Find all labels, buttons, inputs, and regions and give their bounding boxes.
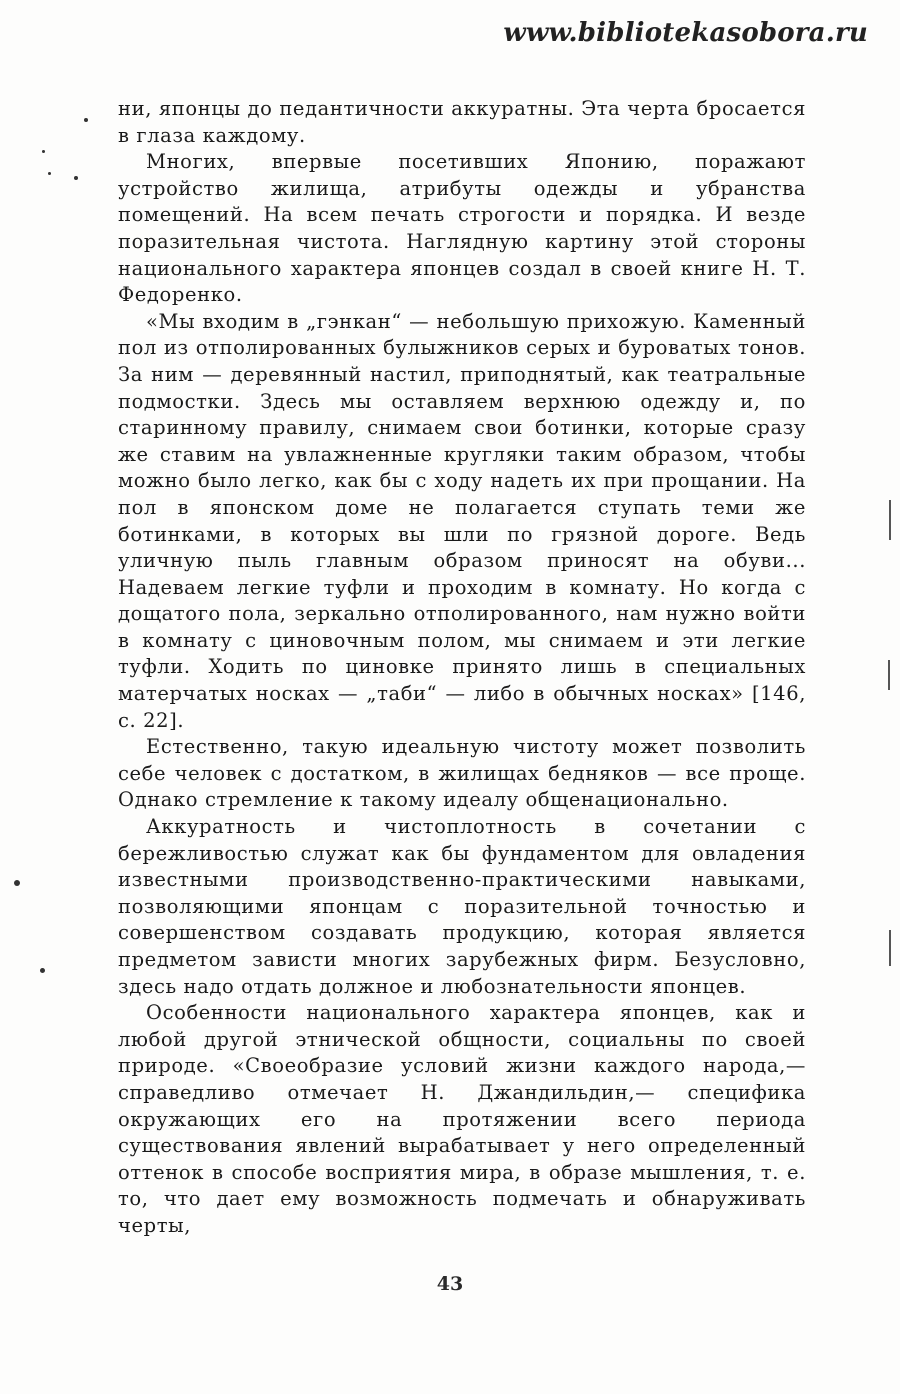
scan-speck [42, 150, 45, 153]
page-number: 43 [436, 1273, 464, 1295]
scan-speck [74, 176, 78, 180]
scan-edge-line [889, 930, 891, 966]
scan-edge-line [889, 500, 891, 540]
site-watermark: www.bibliotekasobora.ru [503, 18, 868, 48]
scan-edge-line [888, 660, 890, 690]
body-text [118, 96, 806, 1240]
scan-speck [48, 172, 51, 175]
paragraph: Аккуратность и чистоплотность в сочетании с бережливостью служат как бы фундаментом для овладения известными производственно-практическими навыками, позволяющими японцам с поразительной точностью и совершенством создавать продукцию, которая является предметом зависти многих зарубежных фирм. Безусловно, здесь надо отдать должное и любознательности японцев. [118, 815, 806, 998]
scan-speck [14, 880, 20, 886]
paragraph: Естественно, такую идеальную чистоту может позволить себе человек с достатком, в жилищах бедняков — все проще. Однако стремление к такому идеалу общенационально. [118, 735, 806, 812]
paragraph: Особенности национального характера японцев, как и любой другой этнической общности, социальны по своей природе. «Своеобразие условий жизни каждого народа,— справедливо отмечает Н. Джандильдин,— специфика окружающих его на протяжении всего периода существования явлений вырабатывает у него определенный оттенок в способе восприятия мира, в образе мышления, т. е. то, что дает ему возможность подмечать и обнаруживать черты, [118, 1001, 806, 1237]
scan-speck [40, 968, 45, 973]
quote-paragraph: «Мы входим в „гэнкан“ — небольшую прихожую. Каменный пол из отполированных булыжников серых и буроватых тонов. За ним — деревянный настил, приподнятый, как театральные подмостки. Здесь мы оставляем верхнюю одежду и, по старинному правилу, снимаем свои ботинки, которые сразу же ставим на увлажненные кругляки таким образом, чтобы можно было легко, как бы с ходу надеть их при прощании. На пол в японском доме не полагается ступать теми же ботинками, в которых вы шли по грязной дороге. Ведь уличную пыль главным образом приносят на обуви... Надеваем легкие туфли и проходим в комнату. Но когда с дощатого пола, зеркально отполированного, нам нужно войти в комнату с циновочным полом, мы снимаем и эти легкие туфли. Ходить по циновке принято лишь в специальных матерчатых носках — „таби“ — либо в обычных носках» [146, с. 22]. [118, 309, 806, 732]
paragraph: ни, японцы до педантичности аккуратны. Эта черта бросается в глаза каждому. [118, 97, 806, 147]
paragraph: Многих, впервые посетивших Японию, поражают устройство жилища, атрибуты одежды и убранства помещений. На всем печать строгости и порядка. И везде поразительная чистота. Наглядную картину этой стороны национального характера японцев создал в своей книге Н. Т. Федоренко. [118, 150, 806, 307]
scan-speck [84, 118, 88, 122]
